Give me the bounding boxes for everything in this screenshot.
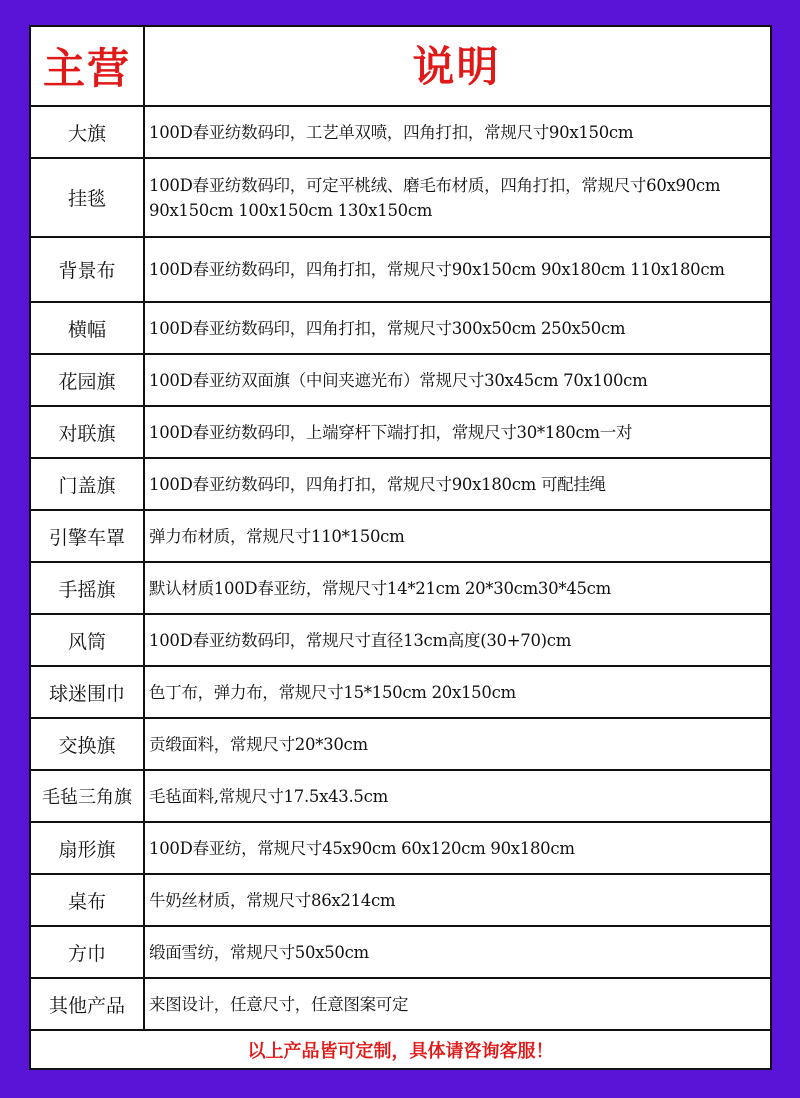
- product-name: 对联旗: [31, 407, 145, 457]
- product-name: 桌布: [31, 875, 145, 925]
- product-name: 风筒: [31, 615, 145, 665]
- product-description: 毛毡面料,常规尺寸17.5x43.5cm: [149, 786, 388, 806]
- table-row: [31, 107, 770, 159]
- product-description: 100D春亚纺数码印，上端穿杆下端打扣，常规尺寸30*180cm一对: [149, 422, 633, 442]
- product-name: 毛毡三角旗: [31, 771, 145, 821]
- table-row: [31, 875, 770, 927]
- table-row: [31, 667, 770, 719]
- table-row: [31, 407, 770, 459]
- product-table: [29, 25, 772, 1070]
- table-row: [31, 615, 770, 667]
- product-description: 100D春亚纺数码印，四角打扣，常规尺寸300x50cm 250x50cm: [149, 318, 626, 338]
- product-description: 默认材质100D春亚纺，常规尺寸14*21cm 20*30cm30*45cm: [149, 578, 611, 598]
- product-name: 手摇旗: [31, 563, 145, 613]
- product-description: 缎面雪纺，常规尺寸50x50cm: [149, 942, 369, 962]
- product-description: 100D春亚纺数码印，工艺单双喷，四角打扣，常规尺寸90x150cm: [149, 122, 634, 142]
- table-row: [31, 771, 770, 823]
- header-main-products: 主营: [31, 27, 145, 105]
- customization-note: 以上产品皆可定制，具体请咨询客服！: [247, 1040, 554, 1062]
- table-row: [31, 823, 770, 875]
- table-row: [31, 927, 770, 979]
- product-name: 球迷围巾: [31, 667, 145, 717]
- table-header: [31, 27, 770, 107]
- product-name: 其他产品: [31, 979, 145, 1029]
- header-description: 说明: [412, 41, 501, 91]
- table-row: [31, 979, 770, 1031]
- product-description: 色丁布，弹力布，常规尺寸15*150cm 20x150cm: [149, 682, 516, 702]
- product-description: 100D春亚纺数码印，四角打扣，常规尺寸90x150cm 90x180cm 110x180cm: [149, 260, 725, 279]
- table-row: [31, 238, 770, 303]
- product-name: 交换旗: [31, 719, 145, 769]
- table-row: [31, 563, 770, 615]
- product-name: 花园旗: [31, 355, 145, 405]
- product-name: 挂毯: [31, 159, 145, 236]
- product-description: 100D春亚纺数码印，常规尺寸直径13cm高度(30+70)cm: [149, 630, 572, 650]
- product-description: 牛奶丝材质，常规尺寸86x214cm: [149, 890, 396, 910]
- product-description: 100D春亚纺数码印，可定平桃绒、磨毛布材质，四角打扣，常规尺寸60x90cm 90x150cm 100x150cm 130x150cm: [149, 175, 721, 220]
- product-description: 贡缎面料，常规尺寸20*30cm: [149, 734, 368, 754]
- product-name: 扇形旗: [31, 823, 145, 873]
- product-name: 门盖旗: [31, 459, 145, 509]
- product-name: 背景布: [31, 238, 145, 301]
- table-row: [31, 355, 770, 407]
- product-name: 大旗: [31, 107, 145, 157]
- product-description: 100D春亚纺双面旗（中间夹遮光布）常规尺寸30x45cm 70x100cm: [149, 370, 648, 390]
- product-name: 横幅: [31, 303, 145, 353]
- product-description: 弹力布材质，常规尺寸110*150cm: [149, 526, 405, 546]
- product-name: 方巾: [31, 927, 145, 977]
- product-description: 来图设计，任意尺寸，任意图案可定: [149, 994, 409, 1014]
- table-row: [31, 303, 770, 355]
- table-row: [31, 159, 770, 238]
- product-description: 100D春亚纺，常规尺寸45x90cm 60x120cm 90x180cm: [149, 838, 575, 858]
- table-row: [31, 719, 770, 771]
- table-row: [31, 459, 770, 511]
- product-description: 100D春亚纺数码印，四角打扣，常规尺寸90x180cm 可配挂绳: [149, 474, 606, 494]
- product-name: 引擎车罩: [31, 511, 145, 561]
- table-row: [31, 511, 770, 563]
